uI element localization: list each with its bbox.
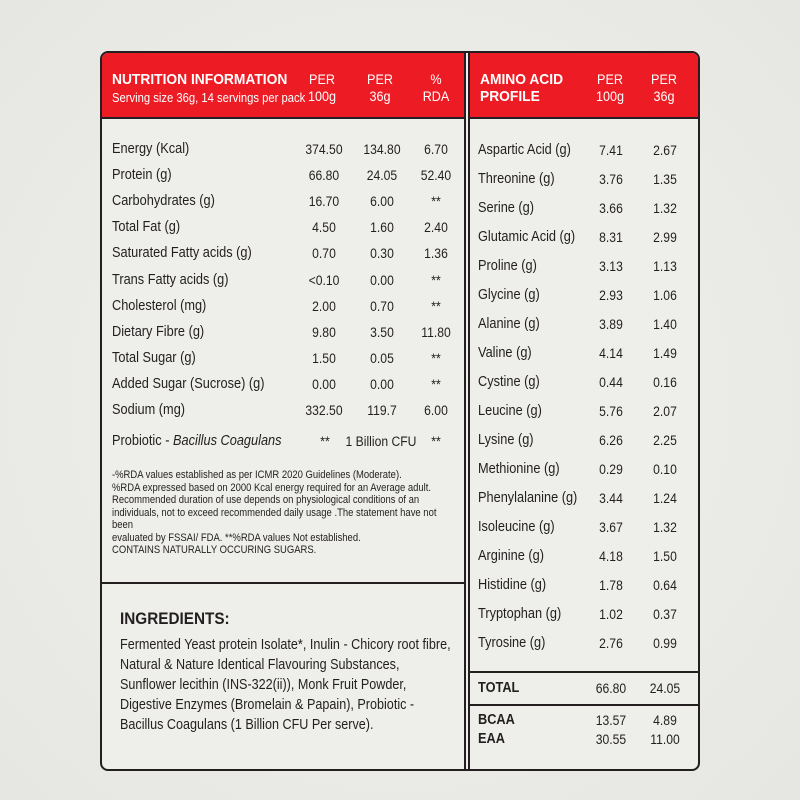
eaa-per36: 11.00 xyxy=(650,732,680,747)
amino-per36: 0.10 xyxy=(653,462,677,477)
col-rda-header xyxy=(416,71,456,105)
footnote-line: Recommended duration of use depends on physiological conditions of an xyxy=(112,494,420,506)
amino-per36: 1.13 xyxy=(653,259,677,274)
nutrient-rda: 52.40 xyxy=(420,168,452,184)
amino-header xyxy=(470,53,698,119)
amino-acid-name: Valine (g) xyxy=(478,345,532,361)
amino-acid-name: Lysine (g) xyxy=(478,432,534,448)
nutrient-per36: 6.00 xyxy=(370,194,394,210)
amino-title xyxy=(480,71,563,105)
amino-per36: 1.32 xyxy=(653,520,677,535)
col-rda-line2: RDA xyxy=(422,88,450,104)
ingredients-line: Digestive Enzymes (Bromelain & Papain), Probiotic - xyxy=(120,696,415,713)
nutrient-name: Saturated Fatty acids (g) xyxy=(112,245,252,262)
nutrient-name: Added Sugar (Sucrose) (g) xyxy=(112,375,265,392)
nutrient-rda: ** xyxy=(431,298,441,314)
amino-per36: 0.37 xyxy=(653,607,677,622)
amino-per36: 2.67 xyxy=(653,143,677,158)
amino-per100: 3.44 xyxy=(599,491,623,506)
nutrition-title: NUTRITION INFORMATION xyxy=(112,71,288,88)
column-divider xyxy=(464,53,470,769)
amino-per36: 2.07 xyxy=(653,404,677,419)
nutrient-per100: 374.50 xyxy=(305,142,343,157)
amino-per100: 0.29 xyxy=(599,462,623,477)
nutrient-rda: 1.36 xyxy=(424,246,448,262)
eaa-per100: 30.55 xyxy=(595,732,627,747)
nutrient-per100: 9.80 xyxy=(312,324,336,340)
nutrient-name: Energy (Kcal) xyxy=(112,141,190,157)
footnote-line: individuals, not to exceed recommended daily usage .The statement have not been xyxy=(112,506,437,531)
nutrient-name: Cholesterol (mg) xyxy=(112,297,207,314)
amino-col-per36-line1: PER xyxy=(651,71,677,87)
nutrient-per36: 0.05 xyxy=(370,350,394,366)
nutrient-rda: 6.00 xyxy=(424,403,448,418)
nutrient-per100: 16.70 xyxy=(308,194,340,210)
amino-per100: 3.67 xyxy=(599,520,623,535)
amino-per36: 1.32 xyxy=(653,201,677,216)
col-per36-header xyxy=(360,71,400,105)
ingredients-line: Sunflower lecithin (INS-322(ii)), Monk Fruit Powder, xyxy=(120,676,407,693)
nutrient-per36: 24.05 xyxy=(366,168,398,184)
amino-acid-name: Arginine (g) xyxy=(478,548,544,564)
total-label: TOTAL xyxy=(478,680,520,696)
nutrient-name: Sodium (mg) xyxy=(112,402,186,418)
amino-per100: 0.44 xyxy=(599,375,623,390)
nutrient-per36: 0.00 xyxy=(370,272,394,288)
amino-per100: 1.02 xyxy=(599,607,623,622)
amino-acid-name: Glycine (g) xyxy=(478,287,540,303)
nutrient-per36: 119.7 xyxy=(367,403,397,418)
nutrient-name: Dietary Fibre (g) xyxy=(112,323,205,340)
nutrient-per36: 0.00 xyxy=(370,376,394,392)
nutrient-per100: 66.80 xyxy=(308,168,340,184)
nutrient-rda: 11.80 xyxy=(421,324,451,340)
amino-acid-name: Threonine (g) xyxy=(478,171,555,187)
amino-per100: 2.76 xyxy=(599,636,623,651)
amino-col-per36-header xyxy=(644,71,684,105)
amino-acid-name: Glutamic Acid (g) xyxy=(478,229,576,245)
amino-acid-name: Cystine (g) xyxy=(478,374,540,390)
amino-per100: 1.78 xyxy=(599,578,623,593)
nutrient-rda: ** xyxy=(431,376,441,392)
col-per36-line1: PER xyxy=(367,71,393,87)
nutrient-name: Total Sugar (g) xyxy=(112,349,196,366)
nutrient-per36: 1.60 xyxy=(370,220,394,236)
amino-per100: 2.93 xyxy=(599,288,623,303)
ingredients-line: Natural & Nature Identical Flavouring Substances, xyxy=(120,656,400,673)
nutrient-per100: 0.70 xyxy=(312,246,336,262)
amino-per100: 3.76 xyxy=(599,172,623,187)
amino-per36: 1.06 xyxy=(653,288,677,303)
serving-size: Serving size 36g, 14 servings per pack xyxy=(112,91,306,105)
ingredients-text xyxy=(120,635,456,735)
nutrition-label-panel xyxy=(100,51,700,771)
amino-per36: 1.40 xyxy=(653,317,677,332)
amino-per100: 7.41 xyxy=(599,143,623,158)
amino-per36: 2.25 xyxy=(653,433,677,448)
total-divider-bottom xyxy=(470,704,698,706)
amino-per36: 0.99 xyxy=(653,636,677,651)
amino-acid-name: Tyrosine (g) xyxy=(478,635,546,651)
nutrient-rda: ** xyxy=(431,194,441,210)
probiotic-name: Bacillus Coagulans xyxy=(172,433,282,449)
nutrient-per100: 0.00 xyxy=(312,376,336,392)
amino-per36: 1.50 xyxy=(653,549,677,564)
nutrient-per100: 332.50 xyxy=(305,403,343,418)
col-per100-line2: 100g xyxy=(307,88,337,104)
footnotes xyxy=(112,469,456,557)
eaa-label: EAA xyxy=(478,731,505,747)
amino-per36: 1.35 xyxy=(653,172,677,187)
amino-per100: 3.13 xyxy=(599,259,623,274)
col-per36-line2: 36g xyxy=(369,88,391,104)
ingredients-divider xyxy=(102,582,464,584)
bcaa-per36: 4.89 xyxy=(653,713,677,728)
nutrient-per36: 0.30 xyxy=(370,246,394,262)
nutrient-rda: 6.70 xyxy=(424,142,448,157)
footnote-line: -%RDA values established as per ICMR 2020 Guidelines (Moderate). xyxy=(112,469,402,481)
total-per36: 24.05 xyxy=(649,681,681,696)
footnote-line: %RDA expressed based on 2000 Kcal energy required for an Average adult. xyxy=(112,481,432,494)
amino-acid-name: Alanine (g) xyxy=(478,316,540,332)
bcaa-label: BCAA xyxy=(478,712,515,728)
amino-col-per36-line2: 36g xyxy=(653,88,675,104)
amino-per100: 6.26 xyxy=(599,433,623,448)
nutrient-per100: 2.00 xyxy=(312,298,336,314)
amino-title-line1: AMINO ACID xyxy=(480,71,564,88)
amino-title-line2: PROFILE xyxy=(480,88,540,105)
ingredients-title: INGREDIENTS: xyxy=(120,609,230,628)
col-rda-line1: % xyxy=(430,71,442,87)
total-divider-top xyxy=(470,671,698,673)
amino-acid-name: Tryptophan (g) xyxy=(478,606,562,622)
bcaa-per100: 13.57 xyxy=(595,713,627,728)
nutrient-per36: 134.80 xyxy=(363,142,401,157)
footnote-line: CONTAINS NATURALLY OCCURING SUGARS. xyxy=(112,544,317,556)
amino-per36: 0.64 xyxy=(653,578,677,593)
amino-per36: 1.24 xyxy=(653,491,677,506)
amino-col-per100-header xyxy=(590,71,630,105)
nutrient-name: Trans Fatty acids (g) xyxy=(112,271,229,288)
amino-per100: 4.14 xyxy=(599,346,623,361)
amino-per100: 3.66 xyxy=(599,201,623,216)
nutrient-per36: 0.70 xyxy=(370,298,394,314)
amino-col-per100-line2: 100g xyxy=(595,88,625,104)
nutrient-per100: 4.50 xyxy=(312,220,336,236)
probiotic-rda: ** xyxy=(431,434,441,449)
nutrient-rda: ** xyxy=(431,272,441,288)
amino-acid-name: Leucine (g) xyxy=(478,403,542,419)
amino-acid-name: Aspartic Acid (g) xyxy=(478,142,571,158)
amino-col-per100-line1: PER xyxy=(597,71,623,87)
probiotic-per36: 1 Billion CFU xyxy=(345,434,417,449)
nutrition-header xyxy=(102,53,464,119)
amino-per100: 8.31 xyxy=(599,230,623,245)
nutrient-per100: <0.10 xyxy=(308,272,340,288)
amino-per36: 2.99 xyxy=(653,230,677,245)
amino-acid-name: Serine (g) xyxy=(478,200,535,216)
probiotic-row-label xyxy=(112,433,282,449)
col-per100-line1: PER xyxy=(309,71,335,87)
amino-acid-name: Histidine (g) xyxy=(478,577,547,593)
nutrient-rda: ** xyxy=(431,350,441,366)
nutrient-name: Carbohydrates (g) xyxy=(112,193,215,210)
amino-per100: 4.18 xyxy=(599,549,623,564)
nutrient-per100: 1.50 xyxy=(312,350,336,366)
amino-per100: 3.89 xyxy=(599,317,623,332)
ingredients-line: Bacillus Coagulans (1 Billion CFU Per serve). xyxy=(120,716,374,733)
probiotic-label: Probiotic - xyxy=(112,433,173,449)
nutrient-name: Total Fat (g) xyxy=(112,219,181,236)
ingredients-line: Fermented Yeast protein Isolate*, Inulin - Chicory root fibre, xyxy=(120,636,451,653)
amino-acid-name: Proline (g) xyxy=(478,258,537,274)
amino-per100: 5.76 xyxy=(599,404,623,419)
probiotic-per100: ** xyxy=(320,434,330,449)
nutrient-name: Protein (g) xyxy=(112,167,172,184)
total-per100: 66.80 xyxy=(595,681,627,696)
footnote-line: evaluated by FSSAI/ FDA. **%RDA values Not established. xyxy=(112,531,361,544)
nutrient-per36: 3.50 xyxy=(370,324,394,340)
amino-per36: 0.16 xyxy=(653,375,677,390)
amino-acid-name: Phenylalanine (g) xyxy=(478,490,578,506)
amino-acid-name: Isoleucine (g) xyxy=(478,519,555,535)
amino-acid-name: Methionine (g) xyxy=(478,461,560,477)
nutrient-rda: 2.40 xyxy=(424,220,448,236)
col-per100-header xyxy=(302,71,342,105)
amino-per36: 1.49 xyxy=(653,346,677,361)
